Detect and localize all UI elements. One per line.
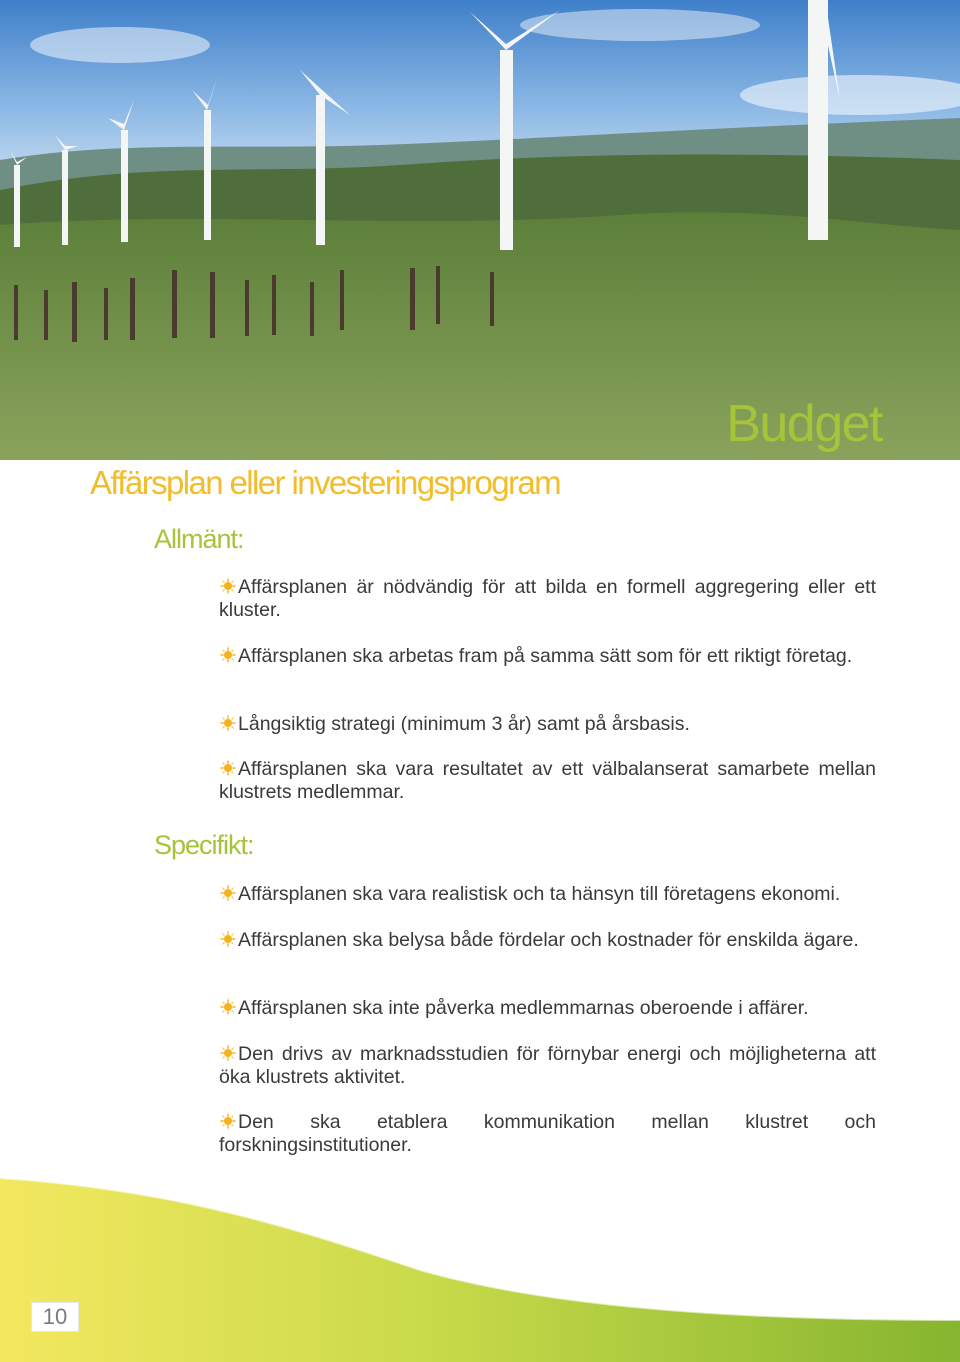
list-item xyxy=(219,1111,876,1157)
page-number: 10 xyxy=(31,1302,79,1332)
sun-icon xyxy=(219,930,237,948)
specific-list xyxy=(219,883,876,1157)
item-text: Affärsplanen ska vara realistisk och ta hänsyn till företagens ekonomi. xyxy=(238,883,841,905)
item-text: Den ska etablera kommunikation mellan klustret och forskningsinstitutioner. xyxy=(219,1111,876,1156)
page-title: Budget xyxy=(726,395,882,453)
item-text: Affärsplanen ska arbetas fram på samma sätt som för ett riktigt företag. xyxy=(238,645,853,667)
sun-icon xyxy=(219,577,237,595)
list-item xyxy=(219,713,876,758)
item-text: Långsiktig strategi (minimum 3 år) samt på årsbasis. xyxy=(238,713,690,735)
sun-icon xyxy=(219,1112,237,1130)
sun-icon xyxy=(219,998,237,1016)
list-item xyxy=(219,997,876,1043)
item-text: Affärsplanen ska vara resultatet av ett välbalanserat samarbete mellan klustrets medlemmar. xyxy=(219,758,876,803)
item-text: Affärsplanen är nödvändig för att bilda en formell aggregering eller ett kluster. xyxy=(219,576,876,621)
sun-icon xyxy=(219,884,237,902)
item-text: Den drivs av marknadsstudien för förnybar energi och möjligheterna att öka klustrets aktivitet. xyxy=(219,1043,876,1088)
list-item xyxy=(219,758,876,804)
list-item xyxy=(219,883,876,929)
specific-subheading: Specifikt: xyxy=(154,830,254,860)
sun-icon xyxy=(219,759,237,777)
footer-wave xyxy=(0,1170,960,1362)
general-list xyxy=(219,576,876,804)
wind-farm-photo xyxy=(0,0,960,460)
main-heading: Affärsplan eller investeringsprogram xyxy=(90,464,561,501)
list-item xyxy=(219,576,876,645)
list-item xyxy=(219,1043,876,1111)
sun-icon xyxy=(219,646,237,664)
list-item xyxy=(219,929,876,997)
item-text: Affärsplanen ska belysa både fördelar och kostnader för enskilda ägare. xyxy=(238,929,859,951)
list-item xyxy=(219,645,876,713)
item-text: Affärsplanen ska inte påverka medlemmarnas oberoende i affärer. xyxy=(238,997,809,1019)
general-subheading: Allmänt: xyxy=(154,524,244,554)
sun-icon xyxy=(219,714,237,732)
sun-icon xyxy=(219,1044,237,1062)
